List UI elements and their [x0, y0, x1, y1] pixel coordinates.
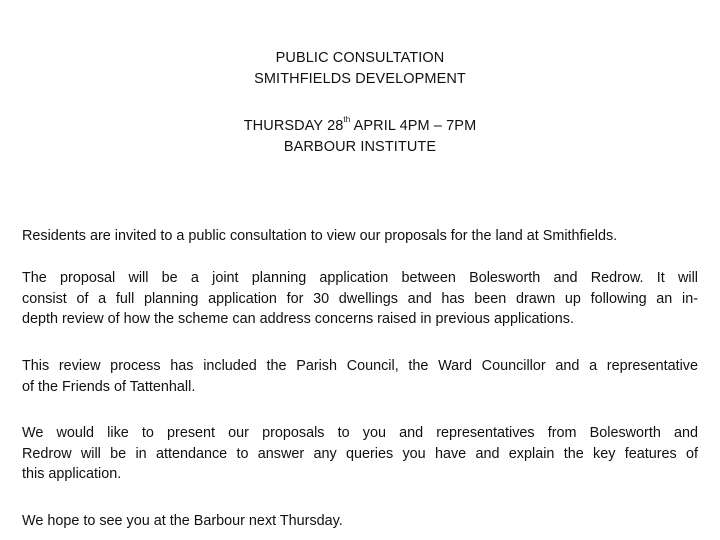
event-venue: BARBOUR INSTITUTE — [283, 139, 437, 155]
notice-title: PUBLIC CONSULTATION — [275, 50, 445, 66]
paragraph-line: consist of a full planning application for 30 dwellings and has been drawn up following an in- — [22, 290, 698, 307]
event-date-suffix: APRIL 4PM – 7PM — [350, 118, 477, 134]
paragraph-review-process — [22, 356, 698, 397]
paragraph-presentation — [22, 423, 698, 485]
paragraph-line: of the Friends of Tattenhall. — [22, 378, 196, 395]
event-details — [0, 116, 720, 158]
event-date-prefix: THURSDAY 28 — [243, 118, 344, 134]
paragraph-invitation — [22, 226, 698, 247]
paragraph-line: Redrow will be in attendance to answer any queries you have and explain the key features of — [22, 445, 698, 462]
notice-heading — [0, 48, 720, 90]
paragraph-line: We hope to see you at the Barbour next Thursday. — [22, 513, 343, 529]
paragraph-line: This review process has included the Parish Council, the Ward Councillor and a representative — [22, 358, 698, 374]
paragraph-line: The proposal will be a joint planning application between Bolesworth and Redrow. It will — [22, 270, 698, 286]
paragraph-line: depth review of how the scheme can address concerns raised in previous applications. — [22, 311, 574, 327]
development-name: SMITHFIELDS DEVELOPMENT — [254, 71, 466, 87]
paragraph-line: this application. — [22, 466, 122, 482]
date-ordinal-suffix: th — [343, 115, 351, 125]
paragraph-line: Residents are invited to a public consultation to view our proposals for the land at Smithfields. — [22, 228, 618, 244]
paragraph-closing — [22, 511, 698, 532]
paragraph-line: We would like to present our proposals to you and representatives from Bolesworth and — [22, 425, 698, 441]
paragraph-proposal — [22, 268, 698, 330]
event-date-time — [0, 116, 720, 137]
